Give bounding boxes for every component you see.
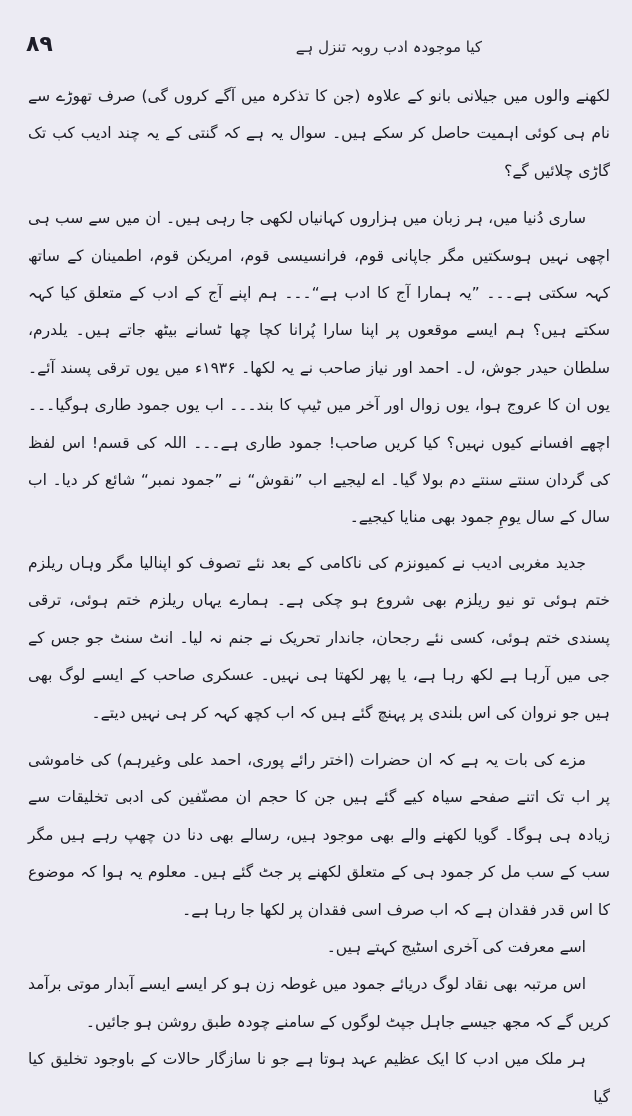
running-head: کیا موجودہ ادب روبہ تنزل ہے <box>295 38 482 56</box>
paragraph: اس مرتبہ بھی نقاد لوگ دریائے جمود میں غوطہ زن ہو کر ایسے ایسے آبدار موتی برآمد کریں گے کہ مجھ جیسے جاہل جپٹ لوگوں کے سامنے چودہ طبق روشن ہو جائیں۔ <box>28 975 610 1031</box>
page-body <box>28 78 610 1116</box>
paragraph: مزے کی بات یہ ہے کہ ان حضرات (اختر رائے پوری، احمد علی وغیرہم) کی خاموشی پر اب تک اتنے صفحے سیاہ کیے گئے ہیں جن کا حجم ان مصنّفین کی ادبی تخلیقات سے زیادہ ہی ہوگا۔ گویا لکھنے والے بھی موجود ہیں، رسالے بھی دنا دن چھپ رہے ہیں مگر سب کے سب مل کر جمود ہی کے متعلق لکھنے پر جٹ گئے ہیں۔ معلوم یہ ہوا کہ موضوع کا اس قدر فقدان ہے کہ اب صرف اسی فقدان پر لکھا جا رہا ہے۔ <box>28 750 610 919</box>
paragraph: جدید مغربی ادیب نے کمیونزم کی ناکامی کے بعد نئے تصوف کو اپنالیا مگر وہاں ریلزم ختم ہوئی تو نیو ریلزم بھی شروع ہو چکی ہے۔ ہمارے یہاں ریلزم ختم ہوئی، ترقی پسندی ختم ہوئی، کسی نئے رجحان، جاندار تحریک نے جنم نہ لیا۔ انٹ سنٹ جو جس کے جی میں آرہا ہے لکھ رہا ہے، یا پھر لکھتا ہی نہیں۔ عسکری صاحب کے ایسے لوگ بھی ہیں جو نروان کی اس بلندی پر پہنچ گئے ہیں کہ اب کچھ کہہ کر ہی نہیں دیتے۔ <box>28 553 610 722</box>
paragraph: لکھنے والوں میں جیلانی بانو کے علاوہ (جن کا تذکرہ میں آگے کروں گی) صرف تھوڑے سے نام ہی کوئی اہمیت حاصل کر سکے ہیں۔ سوال یہ ہے کہ گنتی کے یہ چند ادیب کب تک گاڑی چلائیں گے؟ <box>28 87 610 180</box>
page-number: ۸۹ <box>26 32 53 57</box>
paragraph: ہر ملک میں ادب کا ایک عظیم عہد ہوتا ہے جو نا سازگار حالات کے باوجود تخلیق کیا گیا <box>28 1050 610 1106</box>
paragraph: ساری دُنیا میں، ہر زبان میں ہزاروں کہانیاں لکھی جا رہی ہیں۔ ان میں سے سب ہی اچھی نہیں ہوسکتیں مگر جاپانی قوم، فرانسیسی قوم، امریکن قوم، اطمینان کے ساتھ کہہ سکتی ہے۔۔۔ ”یہ ہمارا آج کا ادب ہے“۔۔۔ ہم اپنے آج کے ادب کے متعلق کیا کہہ سکتے ہیں؟ ہم ایسے موقعوں پر اپنا سارا پُرانا کچا چھا ٹسانے بیٹھ جاتے ہیں۔ یلدرم، سلطان حیدر جوش، ل۔ احمد اور نیاز صاحب نے یہ لکھا۔ ۱۹۳۶ء میں یوں ترقی پسند آئے۔ یوں ان کا عروج ہوا، یوں زوال اور آخر میں ٹیپ کا بند۔۔۔ اب یوں جمود طاری ہوگیا۔۔۔ اچھے افسانے کیوں نہیں؟ کیا کریں صاحب! جمود طاری ہے۔۔۔ اللہ کی قسم! اس لفظ کی گردان سنتے سنتے دم بولا گیا۔ اے لیجیے اب ”نقوش“ نے ”جمود نمبر“ شائع کر دیا۔ اب سال کے سال یومِ جمود بھی منایا کیجیے۔ <box>28 209 610 527</box>
paragraph: اسے معرفت کی آخری اسٹیج کہتے ہیں۔ <box>326 937 586 956</box>
